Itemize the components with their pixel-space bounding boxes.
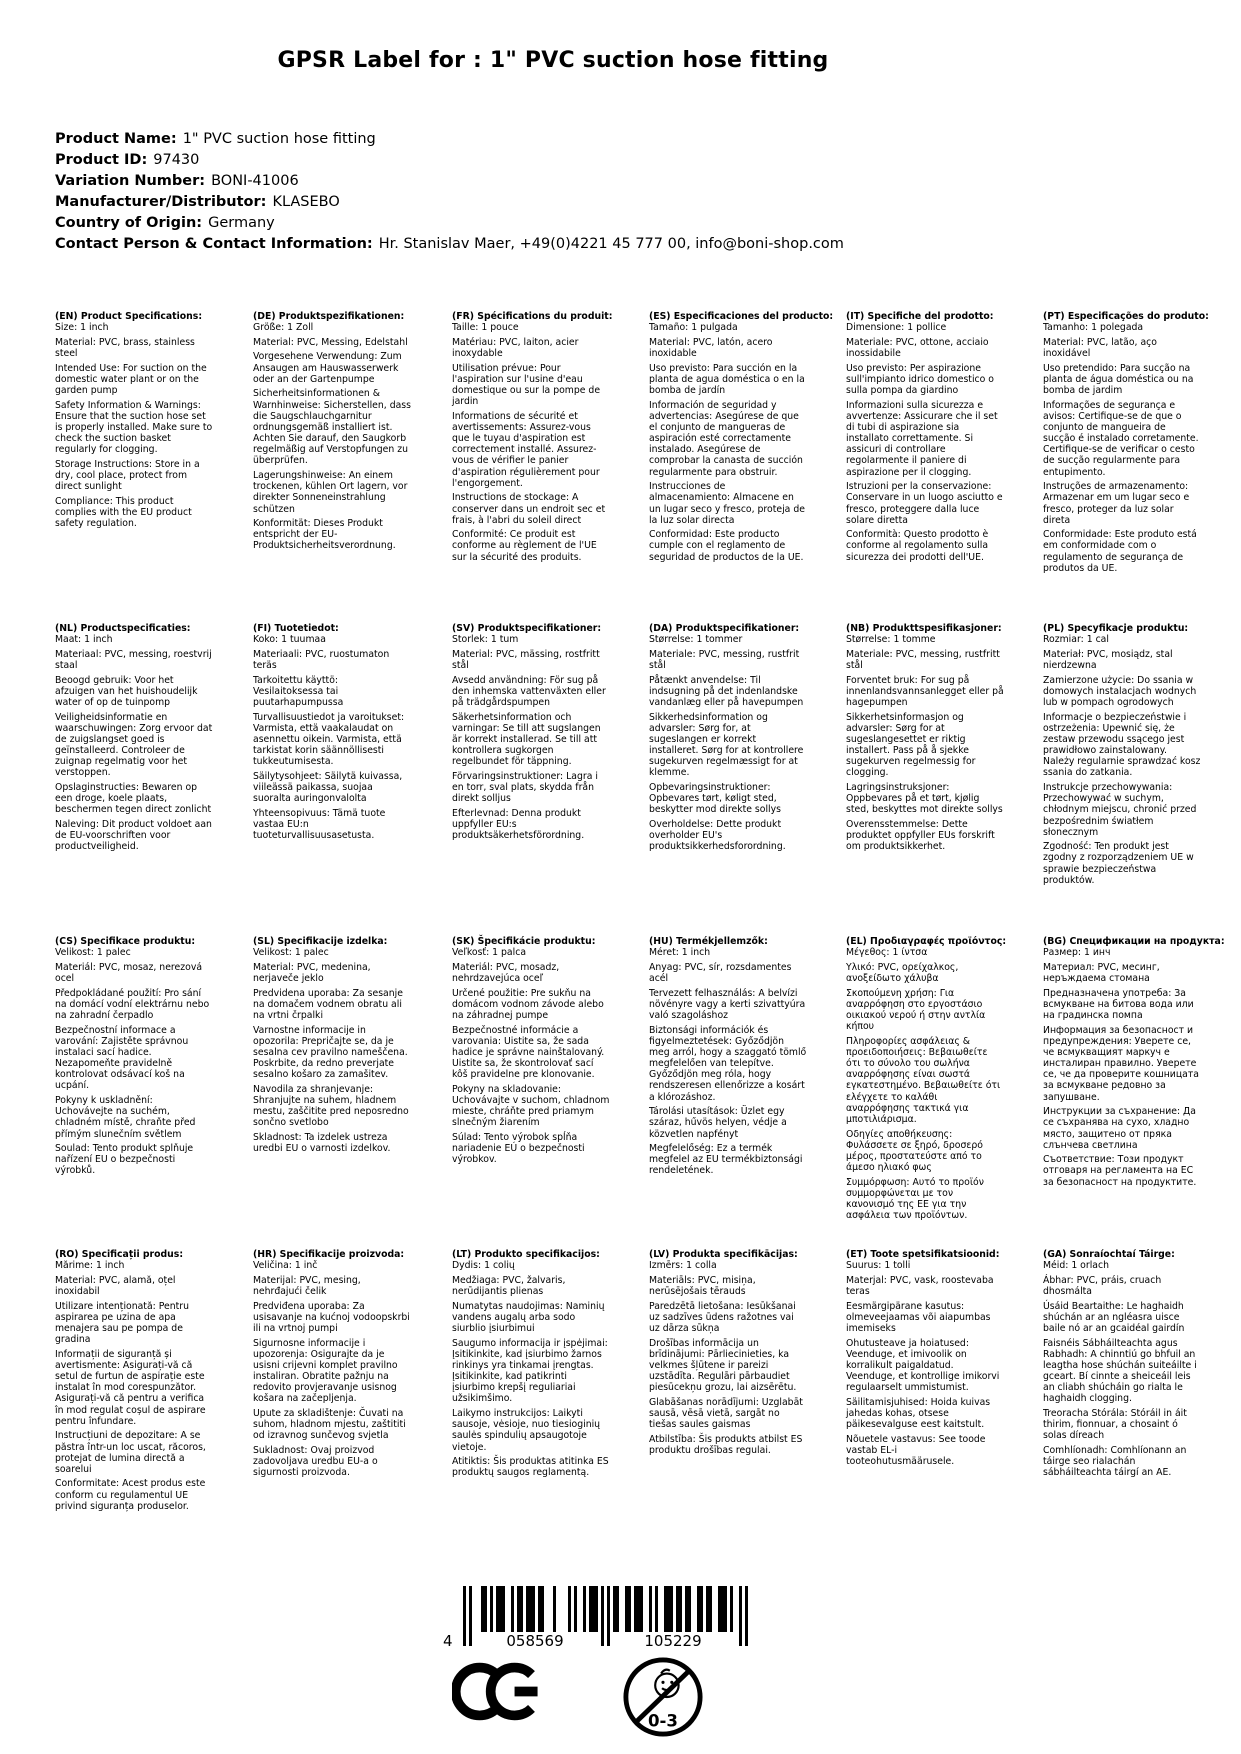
product-info-value: KLASEBO	[272, 194, 340, 210]
spec-paragraph: Utilizare intenționată: Pentru aspirarea pe uzina de apa menajera sau pe pompa de gradina	[55, 1300, 189, 1346]
spec-paragraph: Conformitate: Acest produs este conform cu regulamentul UE privind siguranța produselor.	[55, 1478, 206, 1512]
spec-paragraph: Størrelse: 1 tommer	[649, 634, 743, 646]
spec-block	[649, 1249, 807, 1456]
spec-block	[452, 623, 610, 841]
spec-block	[846, 936, 1007, 1222]
spec-paragraph: Predviđena uporaba: Za usisavanje na kućnoj vodoopskrbi ili na vrtnoj pumpi	[253, 1300, 410, 1334]
product-info-value: Germany	[208, 215, 275, 231]
barcode-group1-digits: 058569	[506, 1632, 564, 1650]
spec-block-paragraphs	[55, 947, 213, 1176]
spec-paragraph: Pokyny k uskladnění: Uchovávejte na suchém, chladném místě, chraňte před přímým slunečním světlem	[55, 1095, 196, 1140]
spec-paragraph: Skladnost: Ta izdelek ustreza uredbi EU o varnosti izdelkov.	[253, 1132, 391, 1155]
spec-paragraph: Uso previsto: Per aspirazione sull'impianto idrico domestico o sulla pompa da giardino	[846, 362, 994, 396]
spec-paragraph: Conformidade: Este produto está em conformidade com o regulamento de segurança de produtos da UE.	[1043, 529, 1197, 574]
spec-block	[846, 1249, 1004, 1467]
spec-block-paragraphs	[452, 1260, 610, 1478]
spec-paragraph: Säilytysohjeet: Säilytä kuivassa, viileässä paikassa, suojaa suoralta auringonvalolta	[253, 770, 403, 805]
spec-paragraph: Istruzioni per la conservazione: Conservare in un luogo asciutto e fresco, proteggere dalla luce solare diretta	[846, 481, 1003, 526]
spec-paragraph: Informazioni sulla sicurezza e avvertenze: Assicurare che il set di tubi di aspirazione sia installato correttamente. Si assicuri di controllare regolarmente il paniere di aspirazione per il clogging.	[846, 399, 998, 478]
spec-paragraph: Safety Information & Warnings: Ensure that the suction hose set is properly installed. Make sure to check the suction basket regularly for clogging.	[55, 399, 213, 456]
spec-block	[846, 623, 1004, 852]
spec-paragraph: Taille: 1 pouce	[452, 322, 519, 334]
spec-paragraph: Dydis: 1 colių	[452, 1260, 515, 1272]
spec-paragraph: Treoracha Stórála: Stóráil in áit thirim, fionnuar, a chosaint ó solas díreach	[1043, 1408, 1187, 1442]
spec-paragraph: Conformidad: Este producto cumple con el reglamento de seguridad de productos de la UE.	[649, 529, 804, 563]
spec-block-header: (NB) Produkttspesifikasjoner:	[846, 623, 1002, 634]
spec-block-header: (ET) Toote spetsifikatsioonid:	[846, 1249, 1000, 1260]
spec-paragraph: Informações de segurança e avisos: Certifique-se de que o conjunto de mangueira de sucção é instalado corretamente. Certifique-se de verificar o cesto de sucção regularmente para entupimento.	[1043, 399, 1199, 478]
spec-block-header: (RO) Specificații produs:	[55, 1249, 184, 1260]
spec-block	[55, 936, 213, 1177]
product-info-value: 97430	[153, 152, 200, 168]
spec-block-header: (HR) Specifikacije proizvoda:	[253, 1249, 405, 1260]
spec-paragraph: Instrukcje przechowywania: Przechowywać w suchym, chłodnym miejscu, chronić przed bezpośrednim światłem słonecznym	[1043, 782, 1197, 838]
spec-paragraph: Größe: 1 Zoll	[253, 322, 314, 334]
spec-paragraph: Informații de siguranță și avertismente: Asigurați-vă că setul de furtun de aspirație este instalat în mod corespunzător. Asigurați-vă că pentru a verifica în mod regulat coșul de aspirare pentru înfundare.	[55, 1348, 206, 1427]
spec-paragraph: Материал: PVC, месинг, неръждаема стомана	[1043, 961, 1160, 984]
spec-paragraph: Paredzētā lietošana: Iesūkšanai uz sadzīves ūdens ražotnes vai uz dārza sūkņa	[649, 1300, 796, 1334]
spec-paragraph: Πληροφορίες ασφάλειας & προειδοποιήσεις: Βεβαιωθείτε ότι το σύνολο του σωλήνα αναρρόφησης είναι σωστά εγκατεστημένο. Βεβαιωθείτε ότι ελέγχετε το καλάθι αναρρόφησης τακτικά για μποτιλιάρισμα.	[846, 1035, 1001, 1125]
spec-paragraph: Instructions de stockage: A conserver dans un endroit sec et frais, à l'abri du soleil direct	[452, 492, 606, 526]
spec-paragraph: Suurus: 1 tolli	[846, 1260, 911, 1272]
spec-paragraph: Förvaringsinstruktioner: Lagra i en torr, sval plats, skydda från direkt solljus	[452, 770, 598, 805]
product-info-label: Contact Person & Contact Information:	[55, 236, 373, 252]
spec-paragraph: Beoogd gebruik: Voor het afzuigen van het huishoudelijk water of op de tuinpomp	[55, 674, 198, 708]
spec-paragraph: Tervezett felhasználás: A belvízi növényre vagy a kerti szivattyúra való szagoláshoz	[649, 987, 806, 1021]
spec-paragraph: Sicherheitsinformationen & Warnhinweise: Sicherstellen, dass die Saugschlauchgarnitur ordnungsgemäß installiert ist. Achten Sie darauf, den Saugkorb regelmäßig auf Verstopfungen zu überprüfen.	[253, 388, 411, 467]
spec-paragraph: Varnostne informacije in opozorila: Prepričajte se, da je sesalna cev pravilno nameščena. Poskrbite, da redno preverjate sesalno košaro za zamašitev.	[253, 1024, 408, 1081]
product-info-label: Variation Number:	[55, 173, 206, 189]
barcode-lead-digit: 4	[443, 1632, 453, 1650]
spec-paragraph: Opslaginstructies: Bewaren op een droge, koele plaats, beschermen tegen direct zonlicht	[55, 782, 212, 816]
spec-paragraph: Soulad: Tento produkt splňuje nařízení EU o bezpečnosti výrobků.	[55, 1143, 194, 1177]
spec-block-paragraphs	[846, 322, 1004, 563]
spec-paragraph: Intended Use: For suction on the domestic water plant or on the garden pump	[55, 362, 207, 396]
spec-paragraph: Úsáid Beartaithe: Le haghaidh shúchán ar an ngléasra uisce baile nó ar an gcaidéal gairdín	[1043, 1300, 1185, 1334]
spec-block	[452, 1249, 610, 1478]
spec-paragraph: Materiale: PVC, messing, rustfrit stål	[649, 648, 800, 671]
spec-paragraph: Upute za skladištenje: Čuvati na suhom, hladnom mjestu, zaštititi od izravnog sunčevog svjetla	[253, 1408, 406, 1442]
spec-paragraph: Atbilstība: Šis produkts atbilst ES produktu drošības regulai.	[649, 1433, 803, 1456]
spec-paragraph: Rozmiar: 1 cal	[1043, 634, 1109, 646]
spec-block-header: (LT) Produkto specifikacijos:	[452, 1249, 600, 1260]
spec-paragraph: Forventet bruk: For sug på innenlandsvannsanlegget eller på hagepumpen	[846, 674, 1004, 708]
spec-paragraph: Material: PVC, latão, aço inoxidável	[1043, 336, 1157, 359]
spec-paragraph: Storlek: 1 tum	[452, 634, 519, 646]
spec-block-paragraphs	[55, 322, 213, 529]
spec-block-header: (CS) Specifikace produktu:	[55, 936, 196, 947]
spec-paragraph: Materiál: PVC, mosadz, nehrdzavejúca oceľ	[452, 961, 560, 984]
spec-paragraph: Konformität: Dieses Produkt entspricht der EU-Produktsicherheitsverordnung.	[253, 518, 396, 552]
spec-paragraph: Materiál: PVC, mosaz, nerezová ocel	[55, 961, 203, 984]
spec-block-header: (GA) Sonraíochtaí Táirge:	[1043, 1249, 1175, 1260]
spec-paragraph: Předpokládané použití: Pro sání na domácí vodní elektrárnu nebo na zahradní čerpadlo	[55, 987, 210, 1021]
spec-block-header: (FR) Spécifications du produit:	[452, 311, 613, 322]
spec-paragraph: Tamanho: 1 polegada	[1043, 322, 1144, 334]
spec-block-header: (PL) Specyfikacje produktu:	[1043, 623, 1189, 634]
spec-paragraph: Size: 1 inch	[55, 322, 109, 334]
spec-paragraph: Megfelelőség: Ez a termék megfelel az EU termékbiztonsági rendeletének.	[649, 1143, 803, 1177]
spec-paragraph: Υλικό: PVC, ορείχαλκος, ανοξείδωτο χάλυβα	[846, 961, 959, 984]
spec-paragraph: Velikost: 1 palec	[55, 947, 131, 959]
spec-block	[55, 1249, 213, 1512]
spec-paragraph: Compliance: This product complies with the EU product safety regulation.	[55, 495, 192, 530]
spec-paragraph: Предназначена употреба: За всмукване на битова вода или на градинска помпа	[1043, 987, 1194, 1021]
spec-paragraph: Съответствие: Този продукт отговаря на регламента на ЕС за безопасност на продуктите.	[1043, 1154, 1197, 1188]
barcode-group2-digits: 105229	[644, 1632, 702, 1650]
spec-block-header: (NL) Productspecificaties:	[55, 623, 191, 634]
product-info-value: BONI-41006	[211, 173, 299, 189]
spec-paragraph: Materiale: PVC, ottone, acciaio inossidabile	[846, 336, 989, 359]
product-info-row	[55, 234, 844, 255]
spec-paragraph: Pokyny na skladovanie: Uchovávajte v suchom, chladnom mieste, chráňte pred priamym slnečným žiarením	[452, 1083, 610, 1129]
spec-paragraph: Numatytas naudojimas: Naminių vandens augalų arba sodo siurblio įsiurbimui	[452, 1300, 605, 1334]
spec-paragraph: Veličina: 1 inč	[253, 1260, 318, 1272]
spec-paragraph: Matériau: PVC, laiton, acier inoxydable	[452, 336, 579, 359]
spec-paragraph: Mărime: 1 inch	[55, 1260, 125, 1272]
spec-paragraph: Informations de sécurité et avertissements: Assurez-vous que le tuyau d'aspiration est correctement installé. Assurez-vous de vérifier le panier d'aspiration régulièrement pour l'engorgement.	[452, 410, 600, 489]
spec-block-paragraphs	[1043, 322, 1201, 574]
spec-paragraph: Yhteensopivuus: Tämä tuote vastaa EU:n tuoteturvallisuusasetusta.	[253, 807, 386, 842]
spec-block-header: (DA) Produktspecifikationer:	[649, 623, 800, 634]
spec-paragraph: Zamierzone użycie: Do ssania w domowych instalacjach wodnych lub w pompach ogrodowych	[1043, 674, 1197, 708]
spec-paragraph: Ábhar: PVC, práis, cruach dhosmálta	[1043, 1274, 1162, 1297]
spec-block-header: (DE) Produktspezifikationen:	[253, 311, 405, 322]
spec-paragraph: Medžiaga: PVC, žalvaris, nerūdijantis plienas	[452, 1274, 566, 1297]
spec-block-paragraphs	[1043, 1260, 1201, 1478]
spec-paragraph: Nõuetele vastavus: See toode vastab EL-i tooteohutusmäärusele.	[846, 1433, 986, 1468]
spec-paragraph: Veľkosť: 1 palca	[452, 947, 527, 959]
spec-block	[253, 623, 411, 841]
spec-block-paragraphs	[253, 634, 411, 841]
spec-block-paragraphs	[649, 322, 807, 563]
spec-block-paragraphs	[846, 947, 1004, 1221]
spec-paragraph: Materiale: PVC, messing, rustfritt stål	[846, 648, 1000, 671]
spec-paragraph: Faisnéis Sábháilteachta agus Rabhadh: A chinntiú go bhfuil an leagtha hose shúchán suiteáilte i gceart. Bí cinnte a sheiceáil leis an cliabh shúcháin go rialta le haghaidh clogging.	[1043, 1337, 1197, 1405]
spec-paragraph: Opbevaringsinstruktioner: Opbevares tørt, køligt sted, beskytter mod direkte sollys	[649, 782, 781, 816]
spec-paragraph: Размер: 1 инч	[1043, 947, 1111, 959]
spec-paragraph: Saugumo informacija ir įspėjimai: Įsitikinkite, kad įsiurbimo žarnos rinkinys yra tinkamai įrengtas. Įsitikinkite, kad patikrinti įsiurbimo krepšį reguliariai užsikimšimo.	[452, 1337, 608, 1405]
spec-paragraph: Eesmärgipärane kasutus: olmeveejaamas või aiapumbas imemiseks	[846, 1300, 991, 1334]
spec-block	[1043, 1249, 1201, 1478]
spec-paragraph: Sukladnost: Ovaj proizvod zadovoljava uredbu EU-a o sigurnosti proizvoda.	[253, 1445, 378, 1479]
spec-block	[55, 311, 213, 529]
spec-paragraph: Информация за безопасност и предупреждения: Уверете се, че всмукващият маркуч е инсталиран правилно. Уверете се, че да проверите кошницата за всмукване редовно за запушване.	[1043, 1024, 1199, 1103]
product-info-label: Manufacturer/Distributor:	[55, 194, 267, 210]
spec-paragraph: Sikkerhedsinformation og advarsler: Sørg for, at sugeslangen er korrekt installeret. Sørg for at kontrollere sugekurven regelmæssigt for at klemme.	[649, 711, 804, 779]
spec-paragraph: Uso pretendido: Para sucção na planta de água doméstica ou na bomba de jardim	[1043, 362, 1194, 396]
spec-block-paragraphs	[253, 322, 411, 551]
spec-paragraph: Material: PVC, Messing, Edelstahl	[253, 336, 408, 348]
spec-paragraph: Veiligheidsinformatie en waarschuwingen: Zorg ervoor dat de zuigslangset goed is geïnstalleerd. Controleer de zuignap regelmatig voor het verstoppen.	[55, 711, 213, 779]
spec-paragraph: Инструкции за съхранение: Да се съхранява на сухо, хладно място, защитено от пряка слънчева светлина	[1043, 1106, 1197, 1151]
spec-block-paragraphs	[452, 947, 610, 1165]
spec-paragraph: Anyag: PVC, sír, rozsdamentes acél	[649, 961, 792, 984]
spec-block	[452, 311, 613, 563]
product-info-row	[55, 129, 844, 150]
spec-block-header: (SK) Špecifikácie produktu:	[452, 936, 596, 947]
spec-block-paragraphs	[452, 322, 610, 563]
spec-paragraph: Izmērs: 1 colla	[649, 1260, 717, 1272]
spec-paragraph: Tamaño: 1 pulgada	[649, 322, 738, 334]
spec-block-paragraphs	[452, 634, 610, 841]
spec-block-paragraphs	[649, 1260, 807, 1456]
spec-paragraph: Información de seguridad y advertencias: Asegúrese de que el conjunto de mangueras de aspiración esté correctamente instalado. Asegúrese de comprobar la canasta de succión regularmente para obstruir.	[649, 399, 803, 478]
ean-barcode	[443, 1586, 753, 1652]
spec-paragraph: Biztonsági információk és figyelmeztetések: Győződjön meg arról, hogy a szaggató tömlő megfelelően van telepítve. Győződjön meg róla, hogy rendszeresen ellenőrizze a kosárt a klórozáshoz.	[649, 1024, 807, 1103]
spec-block-paragraphs	[1043, 634, 1201, 886]
spec-block-header: (HU) Termékjellemzők:	[649, 936, 768, 947]
spec-paragraph: Ohutusteave ja hoiatused: Veenduge, et imivoolik on korralikult paigaldatud. Veenduge, et kontrollige imikorvi regulaarselt ummistumist.	[846, 1337, 1000, 1394]
spec-paragraph: Predvidena uporaba: Za sesanje na domačem vodnem obratu ali na vrtni črpalki	[253, 987, 403, 1021]
spec-paragraph: Material: PVC, latón, acero inoxidable	[649, 336, 773, 359]
spec-block-paragraphs	[1043, 947, 1201, 1188]
age-warning-icon	[622, 1656, 704, 1738]
spec-paragraph: Συμμόρφωση: Αυτό το προϊόν συμμορφώνεται με τον κανονισμό της ΕΕ για την ασφάλεια των προϊόντων.	[846, 1176, 984, 1222]
spec-paragraph: Velikost: 1 palec	[253, 947, 329, 959]
spec-paragraph: Materiāls: PVC, misiņa, nerūsējošais tērauds	[649, 1274, 756, 1297]
spec-paragraph: Materjal: PVC, vask, roostevaba teras	[846, 1274, 994, 1297]
spec-block-header: (LV) Produkta specifikācijas:	[649, 1249, 798, 1260]
spec-block-paragraphs	[253, 947, 411, 1154]
spec-block-header: (IT) Specifiche del prodotto:	[846, 311, 994, 322]
spec-paragraph: Instrucciones de almacenamiento: Almacene en un lugar seco y fresco, proteja de la luz solar directa	[649, 481, 805, 526]
spec-paragraph: Lagringsinstruksjoner: Oppbevares på et tørt, kjølig sted, beskyttes mot direkte sollys	[846, 782, 1003, 816]
spec-paragraph: Atitiktis: Šis produktas atitinka ES produktų saugos reglamentą.	[452, 1456, 609, 1479]
spec-block	[649, 623, 807, 852]
product-info	[55, 129, 844, 255]
spec-block-header: (EN) Product Specifications:	[55, 311, 203, 322]
spec-paragraph: Instruções de armazenamento: Armazenar em um lugar seco e fresco, proteger da luz solar direta	[1043, 481, 1190, 526]
spec-block-header: (SL) Specifikacije izdelka:	[253, 936, 388, 947]
spec-paragraph: Méret: 1 inch	[649, 947, 711, 959]
spec-block	[253, 936, 411, 1154]
spec-paragraph: Turvallisuustiedot ja varoitukset: Varmista, että vaakalaudat on asennettu oikein. Varmista, että tarkistat korin säännöllisesti tukkeutumisesta.	[253, 711, 405, 768]
spec-block-header: (EL) Προδιαγραφές προϊόντος:	[846, 936, 1007, 947]
spec-block	[1043, 311, 1209, 574]
product-info-label: Product Name:	[55, 131, 177, 147]
spec-paragraph: Säkerhetsinformation och varningar: Se till att sugslangen är korrekt installerad. Se till att kontrollera sugkorgen regelbundet för täppning.	[452, 711, 601, 768]
spec-block	[649, 936, 807, 1177]
spec-paragraph: Uso previsto: Para succión en la planta de agua doméstica o en la bomba de jardín	[649, 362, 805, 396]
spec-block-header: (BG) Спецификации на продукта:	[1043, 936, 1225, 947]
spec-paragraph: Tarkoitettu käyttö: Vesilaitoksessa tai puutarhapumpussa	[253, 674, 344, 708]
spec-paragraph: Overensstemmelse: Dette produktet oppfyller EUs forskrift om produktsikkerhet.	[846, 819, 995, 853]
product-info-value: Hr. Stanislav Maer, +49(0)4221 45 777 00, info@boni-shop.com	[378, 236, 844, 252]
spec-paragraph: Glabāšanas norādījumi: Uzglabāt sausā, vēsā vietā, sargāt no tiešas saules gaismas	[649, 1396, 803, 1431]
spec-paragraph: Materiaali: PVC, ruostumaton teräs	[253, 648, 390, 671]
spec-paragraph: Laikymo instrukcijos: Laikyti sausoje, vėsioje, nuo tiesioginių saulės spindulių apsaugotoje vietoje.	[452, 1408, 601, 1453]
spec-paragraph: Navodila za shranjevanje: Shranjujte na suhem, hladnem mestu, zaščitite pred neposredno sončno svetlobo	[253, 1083, 409, 1129]
product-info-row	[55, 171, 844, 192]
spec-block	[1043, 936, 1225, 1188]
product-info-row	[55, 150, 844, 171]
spec-paragraph: Μέγεθος: 1 ίντσα	[846, 947, 928, 959]
spec-paragraph: Påtænkt anvendelse: Til indsugning på det indenlandske vandanlæg eller på havepumpen	[649, 674, 804, 708]
spec-block-paragraphs	[846, 1260, 1004, 1467]
spec-block-paragraphs	[649, 634, 807, 852]
spec-paragraph: Conformité: Ce produit est conforme au règlement de l'UE sur la sécurité des produits.	[452, 529, 597, 563]
spec-block-header: (ES) Especificaciones del producto:	[649, 311, 834, 322]
spec-paragraph: Dimensione: 1 pollice	[846, 322, 947, 334]
spec-block-paragraphs	[649, 947, 807, 1176]
spec-paragraph: Utilisation prévue: Pour l'aspiration sur l'usine d'eau domestique ou sur la pompe de jardin	[452, 362, 601, 408]
product-info-label: Country of Origin:	[55, 215, 203, 231]
spec-paragraph: Méid: 1 orlach	[1043, 1260, 1109, 1272]
spec-block-paragraphs	[846, 634, 1004, 852]
spec-paragraph: Σκοπούμενη χρήση: Για αναρρόφηση στο εργοστάσιο οικιακού νερού ή στην αντλία κήπου	[846, 987, 986, 1033]
spec-paragraph: Bezpečnostné informácie a varovania: Uistite sa, že sada hadice je správne nainštalovaný. Uistite sa, že skontrolovať sací kôš pravidelne pre klonovanie.	[452, 1024, 605, 1081]
spec-paragraph: Sikkerhetsinformasjon og advarsler: Sørg for at sugeslangesettet er riktig installert. Pass på å sjekke sugekurven regelmessig for clogging.	[846, 711, 976, 779]
spec-paragraph: Drošības informācija un brīdinājumi: Pārliecinieties, ka velkmes šļūtene ir pareizi uzstādīta. Regulāri pārbaudiet piesūcekņu grozu, lai aizsērētu.	[649, 1337, 797, 1394]
spec-block-header: (FI) Tuotetiedot:	[253, 623, 339, 634]
spec-paragraph: Tárolási utasítások: Üzlet egy száraz, hűvös helyen, védje a közvetlen napfényt	[649, 1106, 787, 1140]
spec-block-header: (PT) Especificações do produto:	[1043, 311, 1209, 322]
spec-paragraph: Avsedd användning: För sug på den inhemska vattenväxten eller på trädgårdspumpen	[452, 674, 606, 708]
spec-block	[253, 1249, 411, 1478]
spec-paragraph: Určené použitie: Pre sukňu na domácom vodnom závode alebo na záhradnej pumpe	[452, 987, 604, 1021]
spec-paragraph: Material: PVC, alamă, oțel inoxidabil	[55, 1274, 176, 1297]
spec-block-paragraphs	[55, 634, 213, 852]
spec-paragraph: Bezpečnostní informace a varování: Zajistěte správnou instalaci sací hadice. Nezapomeňte pravidelně kontrolovat odsávací koš na ucpání.	[55, 1024, 189, 1092]
spec-paragraph: Efterlevnad: Denna produkt uppfyller EU:s produktsäkerhetsförordning.	[452, 807, 585, 842]
spec-paragraph: Maat: 1 inch	[55, 634, 113, 646]
spec-paragraph: Overholdelse: Dette produkt overholder EU's produktsikkerhedsforordning.	[649, 819, 786, 853]
spec-paragraph: Material: PVC, medenina, nerjaveče jeklo	[253, 961, 371, 984]
spec-block	[253, 311, 411, 552]
product-info-value: 1" PVC suction hose fitting	[182, 131, 376, 147]
spec-paragraph: Materiaal: PVC, messing, roestvrij staal	[55, 648, 212, 671]
spec-paragraph: Säilitamisjuhised: Hoida kuivas jahedas kohas, otsese päikesevalguse eest kaitstult.	[846, 1396, 991, 1431]
age-warning-label: 0-3	[648, 1711, 678, 1731]
spec-paragraph: Sigurnosne informacije i upozorenja: Osigurajte da je usisni crijevni komplet pravilno instaliran. Obratite pažnju na redovito provjeravanje usisnog košara na začepljenja.	[253, 1337, 398, 1405]
spec-block-paragraphs	[55, 1260, 213, 1512]
spec-paragraph: Material: PVC, brass, stainless steel	[55, 336, 195, 359]
spec-block	[55, 623, 213, 852]
spec-paragraph: Materijal: PVC, mesing, nehrđajući čelik	[253, 1274, 361, 1297]
spec-paragraph: Súlad: Tento výrobok spĺňa nariadenie EÚ o bezpečnosti výrobkov.	[452, 1132, 585, 1166]
spec-paragraph: Conformità: Questo prodotto è conforme al regolamento sulla sicurezza dei prodotti dell'UE.	[846, 529, 989, 563]
spec-paragraph: Storage Instructions: Store in a dry, cool place, protect from direct sunlight	[55, 458, 200, 493]
spec-paragraph: Lagerungshinweise: An einem trockenen, kühlen Ort lagern, vor direkter Sonneneinstrahlung schützen	[253, 470, 408, 515]
page-title: GPSR Label for : 1" PVC suction hose fitting	[277, 48, 829, 73]
spec-paragraph: Informacje o bezpieczeństwie i ostrzeżenia: Upewnić się, że zestaw przewodu ssącego jest prawidłowo zainstalowany. Należy regularnie sprawdzać kosz ssania do zatkania.	[1043, 711, 1201, 779]
product-info-row	[55, 213, 844, 234]
spec-paragraph: Materiał: PVC, mosiądz, stal nierdzewna	[1043, 648, 1173, 671]
spec-paragraph: Zgodność: Ten produkt jest zgodny z rozporządzeniem UE w sprawie bezpieczeństwa produktów.	[1043, 841, 1194, 886]
spec-paragraph: Comhlíonadh: Comhlíonann an táirge seo rialachán sábháilteachta táirgí an AE.	[1043, 1445, 1187, 1479]
spec-block-header: (SV) Produktspecifikationer:	[452, 623, 602, 634]
spec-paragraph: Vorgesehene Verwendung: Zum Ansaugen am Hauswasserwerk oder an der Gartenpumpe	[253, 351, 402, 385]
ce-mark-icon	[452, 1662, 544, 1721]
spec-paragraph: Størrelse: 1 tomme	[846, 634, 936, 646]
spec-block-paragraphs	[253, 1260, 411, 1478]
spec-paragraph: Koko: 1 tuumaa	[253, 634, 326, 646]
spec-block	[1043, 623, 1201, 886]
spec-paragraph: Instrucțiuni de depozitare: A se păstra într-un loc uscat, răcoros, protejat de lumina directă a soarelui	[55, 1430, 206, 1475]
product-info-row	[55, 192, 844, 213]
spec-paragraph: Naleving: Dit product voldoet aan de EU-voorschriften voor productveiligheid.	[55, 819, 212, 853]
spec-block	[649, 311, 834, 563]
spec-paragraph: Οδηγίες αποθήκευσης: Φυλάσσετε σε ξηρό, δροσερό μέρος, προστατεύστε από το άμεσο ηλιακό φως	[846, 1128, 983, 1173]
product-info-label: Product ID:	[55, 152, 148, 168]
spec-paragraph: Material: PVC, mässing, rostfritt stål	[452, 648, 600, 671]
spec-block	[846, 311, 1004, 563]
spec-block	[452, 936, 610, 1165]
